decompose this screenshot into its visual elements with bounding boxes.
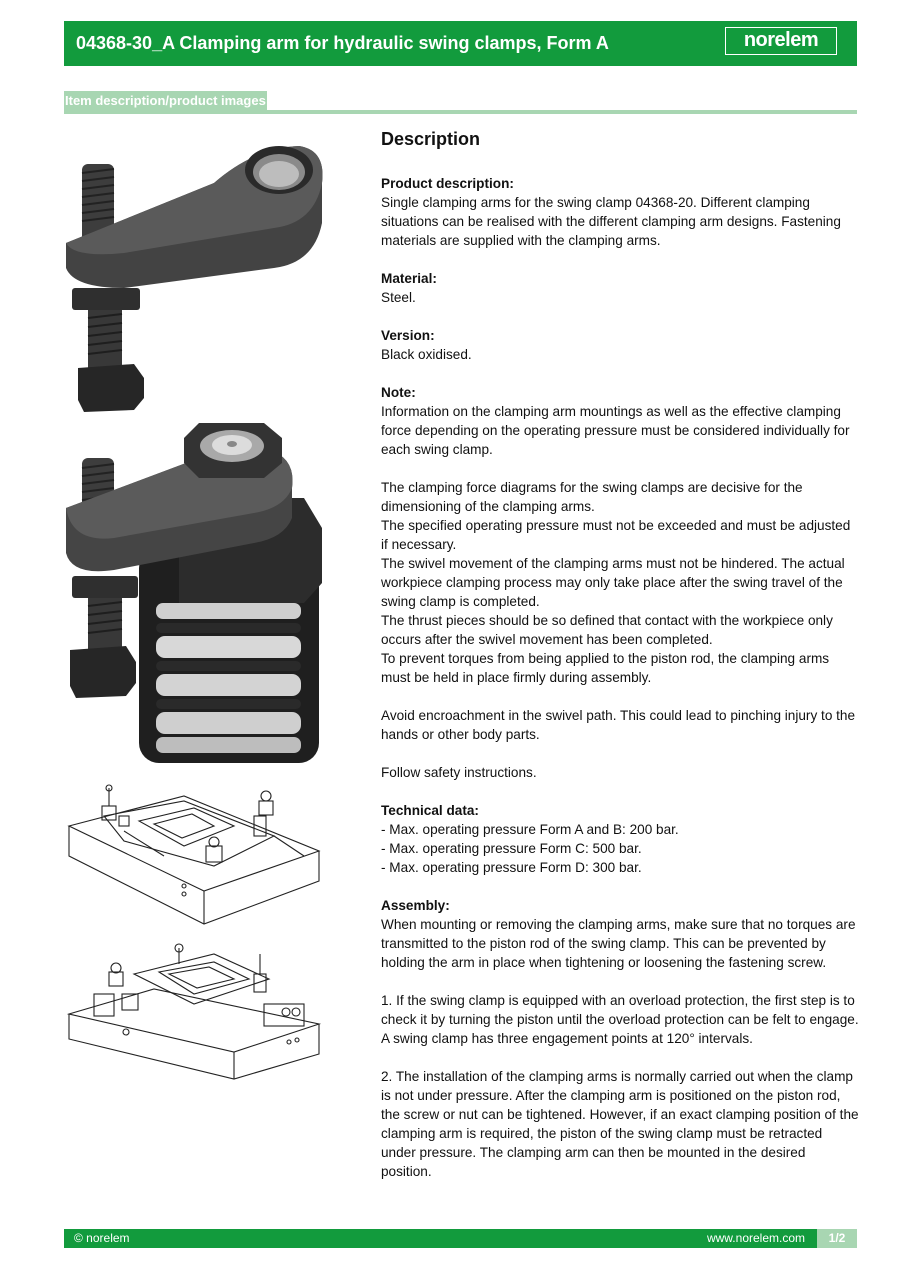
clamping-arm-photo [64,128,326,413]
technical-data-heading: Technical data: [381,803,479,818]
product-images [64,128,326,1088]
technical-data-item: - Max. operating pressure Form A and B: 200 bar. [381,822,679,837]
version-heading: Version: [381,328,435,343]
product-description-heading: Product description: [381,176,514,191]
assembly-paragraph: 1. If the swing clamp is equipped with an overload protection, the first step is to check it by turning the piston until the overload protection can be felt to engage. A swing clamp has three engagement points at 120° intervals. [381,993,859,1046]
technical-data-item: - Max. operating pressure Form D: 300 bar. [381,860,642,875]
note-paragraph: Follow safety instructions. [381,765,537,780]
technical-data-block [381,801,859,877]
note-paragraph: The clamping force diagrams for the swing clamps are decisive for the dimensioning of the clamping arms. [381,480,803,514]
note-paragraph: To prevent torques from being applied to the piston rod, the clamping arms must be held in place firmly during assembly. [381,651,830,685]
material-text: Steel. [381,290,416,305]
section-bar [64,91,857,114]
material-block [381,269,859,307]
website-link[interactable]: www.norelem.com [706,1231,805,1245]
fixture-drawing-1 [64,776,326,926]
assembly-paragraph: When mounting or removing the clamping arms, make sure that no torques are transmitted to the piston rod of the swing clamp. This can be prevented by holding the arm in place when tightening or loosening the fastening screw. [381,917,856,970]
note-paragraph: The swivel movement of the clamping arms must not be hindered. The actual workpiece clamping process may only take place after the swing travel of the swing clamp is completed. [381,556,845,609]
copyright: © norelem [74,1231,130,1245]
material-heading: Material: [381,271,437,286]
clamping-arm-mounted-photo [64,418,326,768]
note-heading: Note: [381,385,416,400]
technical-data-item: - Max. operating pressure Form C: 500 bar. [381,841,642,856]
note-paragraph: Information on the clamping arm mountings as well as the effective clamping force depending on the operating pressure must be considered individually for each swing clamp. [381,404,850,457]
version-block [381,326,859,364]
assembly-paragraph: 2. The installation of the clamping arms is normally carried out when the clamp is not under pressure. After the clamping arm is positioned on the piston rod, the screw or nut can be tightened. However, if an exact clamping position of the clamping arm is required, the piston of the swing clamp must be retracted under pressure. The clamping arm can then be mounted in the desired position. [381,1069,859,1179]
page-title: 04368-30_A Clamping arm for hydraulic swing clamps, Form A [76,33,609,53]
norelem-logo: norelem [725,27,837,55]
note-paragraph: The thrust pieces should be so defined that contact with the workpiece only occurs after the swivel movement has been completed. [381,613,833,647]
section-label: Item description/product images [65,93,266,108]
page-number: 1/2 [817,1229,857,1248]
product-description-block [381,174,859,250]
description-title: Description [381,129,481,149]
assembly-block [381,896,859,1181]
version-text: Black oxidised. [381,347,472,362]
note-paragraph: Avoid encroachment in the swivel path. This could lead to pinching injury to the hands or other body parts. [381,708,856,742]
fixture-drawing-2 [64,934,326,1084]
description-column [381,128,859,1200]
product-description-text: Single clamping arms for the swing clamp 04368-20. Different clamping situations can be realised with the different clamping arm designs. Fastening materials are supplied with the clamping arms. [381,195,841,248]
header-bar [64,21,857,66]
assembly-heading: Assembly: [381,898,450,913]
note-block [381,383,859,782]
note-paragraph: The specified operating pressure must not be exceeded and must be adjusted if necessary. [381,518,851,552]
footer-bar [64,1229,857,1248]
